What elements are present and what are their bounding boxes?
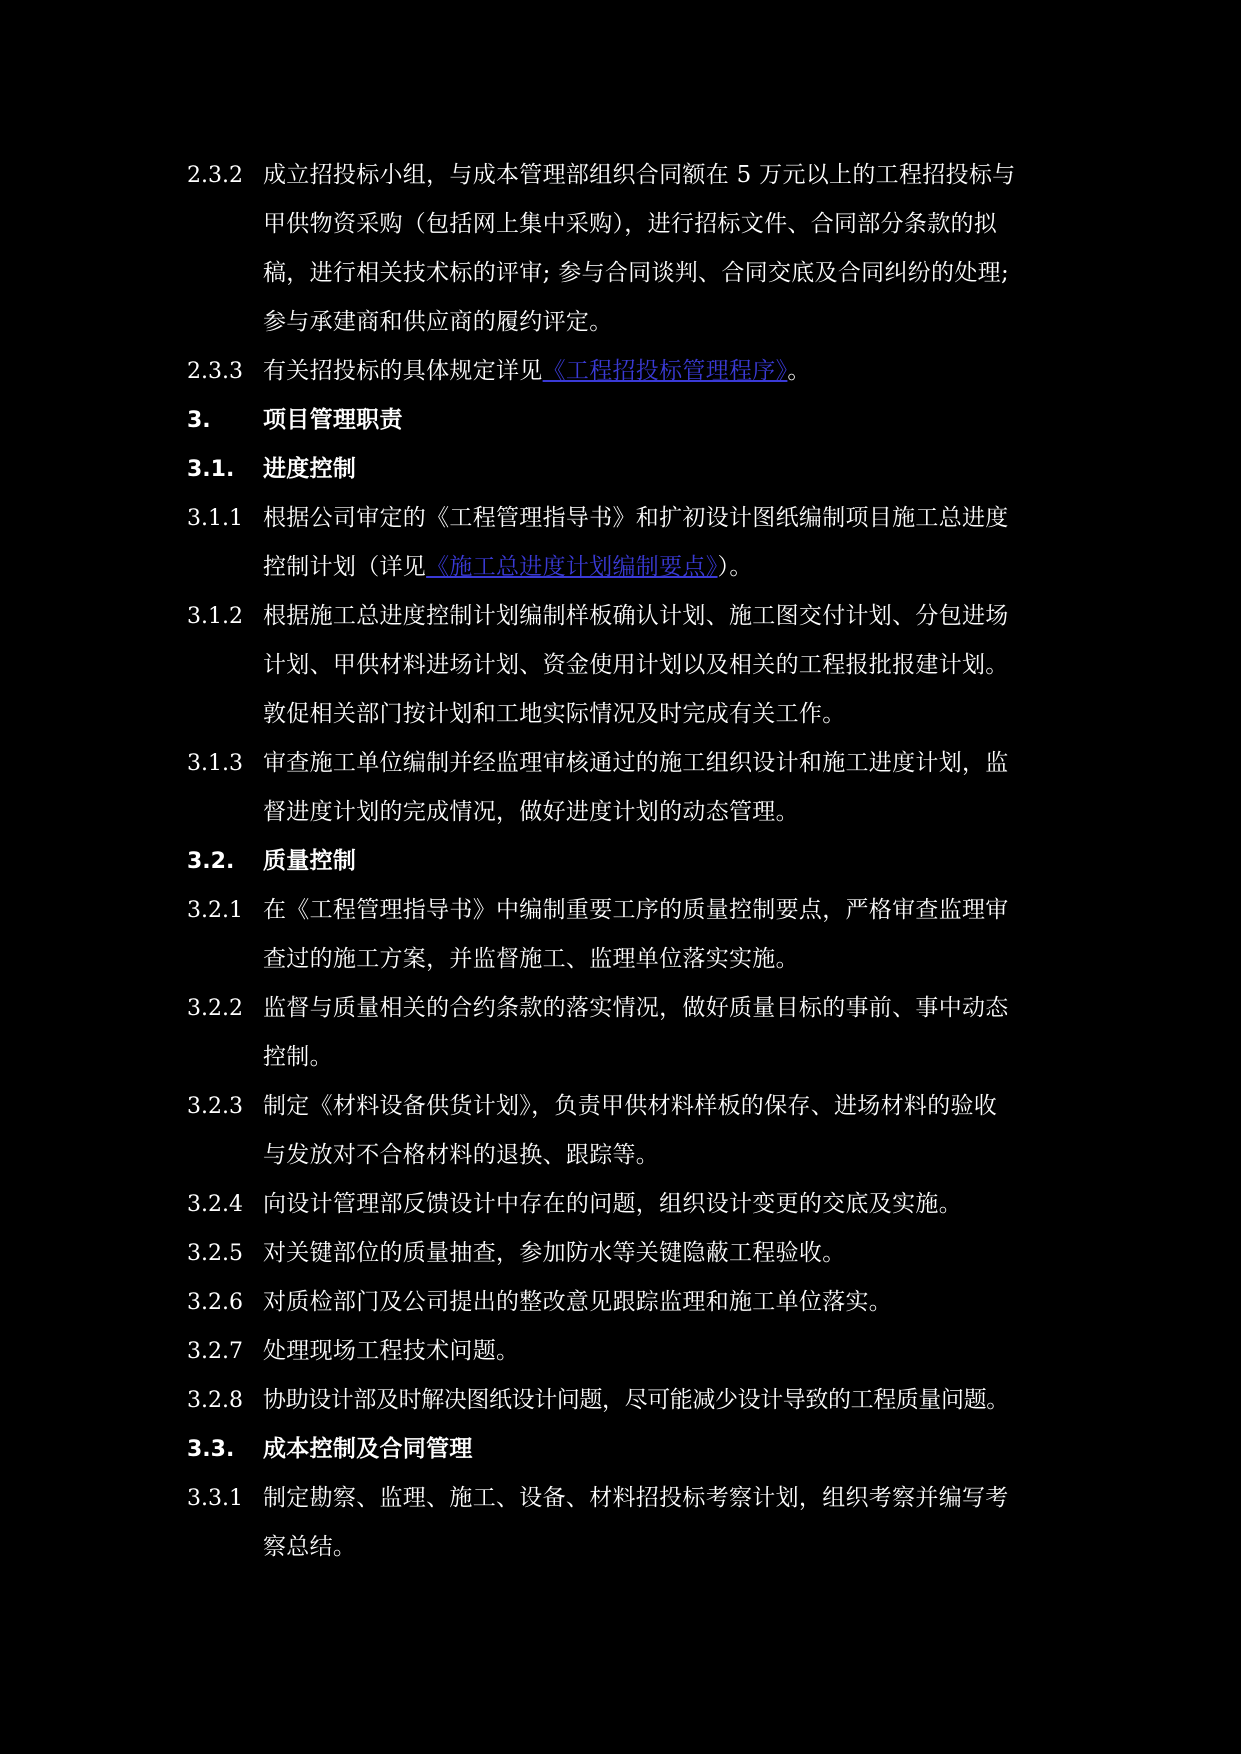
clause-number: 3.2.4 <box>187 1192 243 1217</box>
clause-text <box>263 1229 1067 1278</box>
clause-text <box>263 739 1067 837</box>
text-line: 参与承建商和供应商的履约评定。 <box>263 309 613 335</box>
section-number: 3.1. <box>187 457 235 482</box>
text-line: 敦促相关部门按计划和工地实际情况及时完成有关工作。 <box>263 701 846 727</box>
clause-text <box>263 1082 1067 1180</box>
clause-number: 3.2.7 <box>187 1339 243 1364</box>
text-line: 察总结。 <box>263 1534 357 1560</box>
text-line: 根据施工总进度控制计划编制样板确认计划、施工图交付计划、分包进场 <box>263 603 1009 629</box>
clause-text <box>263 1376 1067 1425</box>
clause-text <box>263 1327 1067 1376</box>
clause-number: 3.2.1 <box>187 898 243 923</box>
section-title: 成本控制及合同管理 <box>263 1436 473 1462</box>
clause-text <box>263 592 1067 739</box>
text-before-link: 控制计划（详见 <box>263 554 427 580</box>
section-title: 进度控制 <box>263 456 357 482</box>
section-number: 3.3. <box>187 1437 235 1462</box>
section-title: 项目管理职责 <box>263 407 403 433</box>
text-before-link: 有关招投标的具体规定详见 <box>263 358 543 384</box>
clause-number: 3.2.3 <box>187 1094 243 1119</box>
bidding-procedure-link[interactable]: 《工程招投标管理程序》 <box>542 358 788 384</box>
text-line: 协助设计部及时解决图纸设计问题，尽可能减少设计导致的工程质量问题。 <box>263 1387 1009 1413</box>
text-line: 控制。 <box>263 1044 333 1070</box>
clause-text <box>263 1278 1067 1327</box>
text-line: 对关键部位的质量抽查，参加防水等关键隐蔽工程验收。 <box>263 1240 846 1266</box>
text-after-link: 。 <box>787 358 811 384</box>
clause-number: 3.2.5 <box>187 1241 243 1266</box>
clause-number: 2.3.2 <box>187 163 243 188</box>
clause-number: 3.2.2 <box>187 996 243 1021</box>
clause-text <box>263 886 1067 984</box>
section-number: 3.2. <box>187 849 235 874</box>
clause-text <box>263 1180 1067 1229</box>
clause-text <box>263 1474 1067 1572</box>
clause-text <box>263 494 1067 592</box>
text-line: 向设计管理部反馈设计中存在的问题，组织设计变更的交底及实施。 <box>263 1191 962 1217</box>
clause-number: 3.1.3 <box>187 751 243 776</box>
text-line: 处理现场工程技术问题。 <box>263 1338 520 1364</box>
text-line: 成立招投标小组，与成本管理部组织合同额在 5 万元以上的工程招投标与 <box>263 162 1016 188</box>
text-line: 审查施工单位编制并经监理审核通过的施工组织设计和施工进度计划，监 <box>263 750 1009 776</box>
text-line: 稿，进行相关技术标的评审; 参与合同谈判、合同交底及合同纠纷的处理; <box>263 260 1010 286</box>
clause-number: 3.1.2 <box>187 604 243 629</box>
schedule-guidelines-link[interactable]: 《施工总进度计划编制要点》 <box>426 554 718 580</box>
text-line: 与发放对不合格材料的退换、跟踪等。 <box>263 1142 660 1168</box>
text-after-link: ）。 <box>717 554 753 580</box>
clause-number: 3.3.1 <box>187 1486 243 1511</box>
text-line: 制定勘察、监理、施工、设备、材料招投标考察计划，组织考察并编写考 <box>263 1485 1009 1511</box>
text-line: 制定《材料设备供货计划》，负责甲供材料样板的保存、进场材料的验收 <box>263 1093 998 1119</box>
text-line: 查过的施工方案，并监督施工、监理单位落实实施。 <box>263 946 799 972</box>
text-line <box>263 347 1067 396</box>
text-line: 甲供物资采购（包括网上集中采购），进行招标文件、合同部分条款的拟 <box>263 211 998 237</box>
clause-number: 2.3.3 <box>187 359 243 384</box>
clause-number: 3.2.6 <box>187 1290 243 1315</box>
text-line: 根据公司审定的《工程管理指导书》和扩初设计图纸编制项目施工总进度 <box>263 505 1009 531</box>
section-title: 质量控制 <box>263 848 357 874</box>
text-line <box>263 543 1067 592</box>
text-line: 督进度计划的完成情况，做好进度计划的动态管理。 <box>263 799 799 825</box>
text-line: 在《工程管理指导书》中编制重要工序的质量控制要点，严格审查监理审 <box>263 897 1009 923</box>
text-line: 计划、甲供材料进场计划、资金使用计划以及相关的工程报批报建计划。 <box>263 652 1009 678</box>
text-line: 监督与质量相关的合约条款的落实情况，做好质量目标的事前、事中动态 <box>263 995 1009 1021</box>
text-line: 对质检部门及公司提出的整改意见跟踪监理和施工单位落实。 <box>263 1289 893 1315</box>
clause-text <box>263 984 1067 1082</box>
clause-text <box>263 347 1067 396</box>
clause-number: 3.1.1 <box>187 506 243 531</box>
clause-number: 3.2.8 <box>187 1388 243 1413</box>
clause-text <box>263 151 1067 347</box>
section-number: 3. <box>187 408 211 433</box>
